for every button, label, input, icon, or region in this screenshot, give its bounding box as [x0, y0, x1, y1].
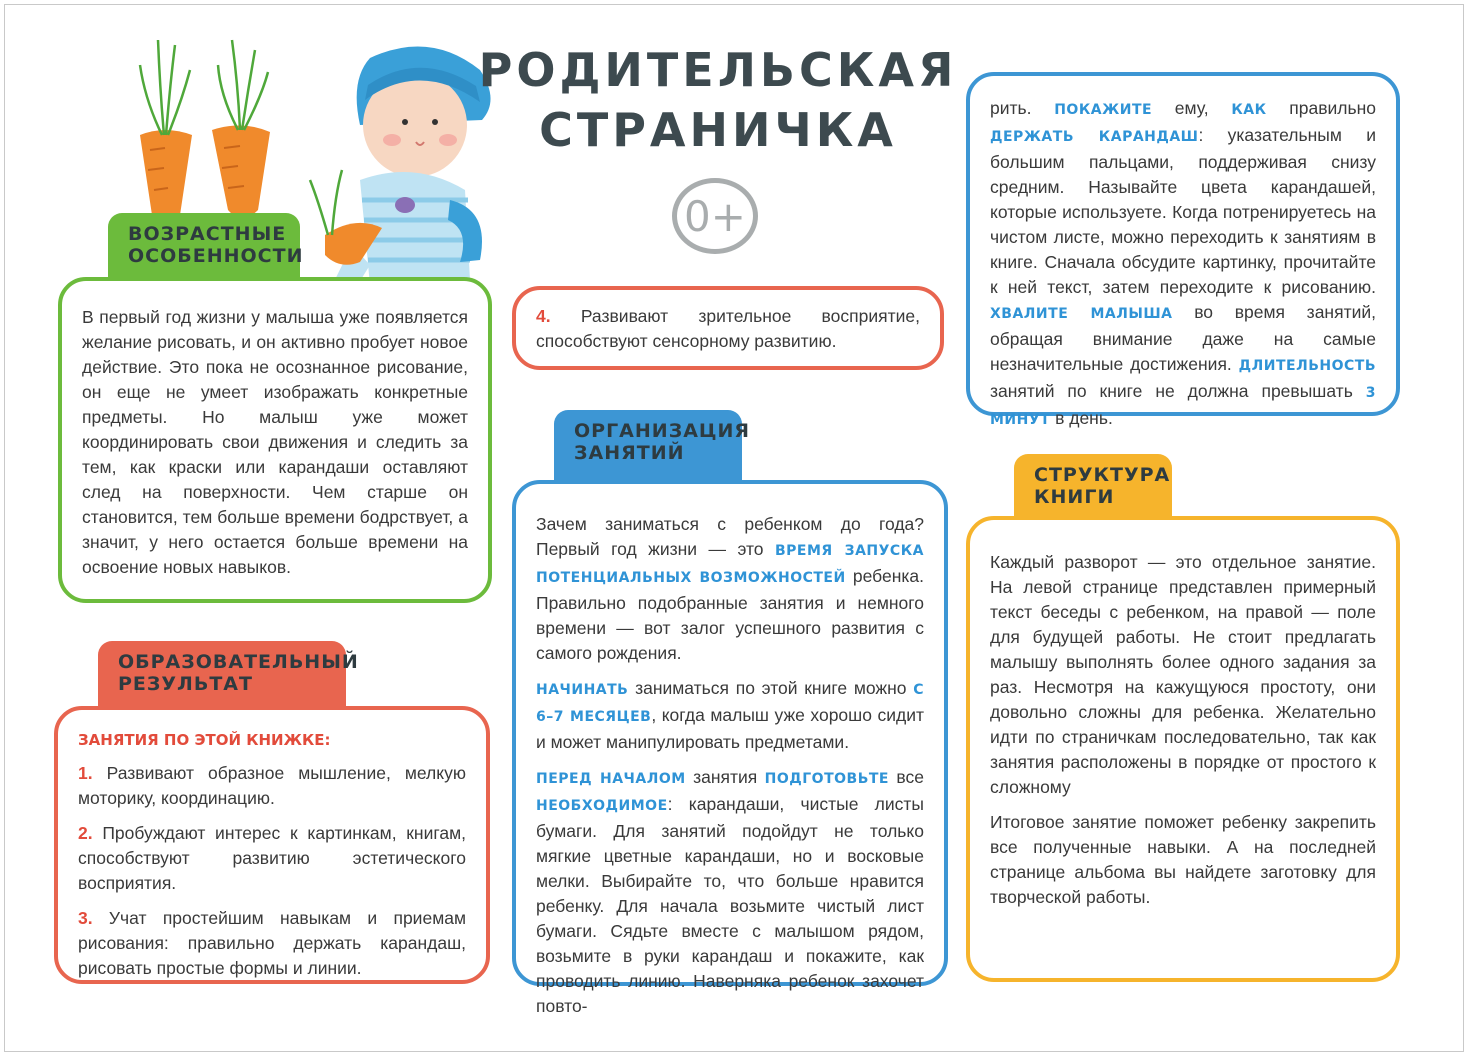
carrot-icon	[140, 40, 192, 223]
organization-paragraph-3: ПЕРЕД НАЧАЛОМ занятия ПОДГОТОВЬТЕ все НЕОБХОДИМОЕ: карандаши, чистые листы бумаги. Для занятий подойдут не только мягкие цветные карандаши, но и восковые мелки. Выбирайте то, что больше нравится ребенку. Для начала возьмите чистый лист бумаги. Сядьте вместе с малышом рядом, возьмите в руки карандаш и покажите, как проводить линию. Наверняка ребенок захочет повто-	[536, 767, 924, 1016]
age-features-text: В первый год жизни у малыша уже появляется желание рисовать, и он активно пробует новое действие. Это пока не осознанное рисование, он еще не умеет изображать конкретные предметы. Но малыш уже может координировать свои движения и следить за тем, как краски или карандаши оставляют след на поверхности. Чем старше он становится, тем больше времени бодрствует, а значит, у него остается больше времени на освоение новых навыков.	[82, 307, 468, 577]
age-features-box	[58, 277, 492, 603]
organization-continuation-box	[966, 72, 1400, 428]
organization-tab	[554, 410, 751, 480]
result-item-1: 1. Развивают образное мышление, мелкую моторику, координацию.	[78, 763, 466, 808]
carrot-icon	[212, 40, 270, 218]
book-structure-paragraph-1: Каждый разворот — это отдельное занятие. На левой странице представлен примерный текст беседы с ребенком, на правой — поле для будущей работы. Не стоит предлагать малышу выполнять более одного задания за раз. Несмотря на кажущуюся простоту, они довольно сложны для ребенка. Желательно идти по страничкам последовательно, так как занятия расположены в порядке от простого к сложному	[990, 552, 1376, 797]
book-structure-tab-line-2: КНИГИ	[1034, 486, 1115, 508]
result-item-2: 2. Пробуждают интерес к картинкам, книгам, способствуют развитию эстетического восприятия.	[78, 823, 466, 893]
age-features-tab-line-1: ВОЗРАСТНЫЕ	[128, 223, 287, 245]
result-item-4-box	[512, 286, 944, 370]
organization-tab-line-1: ОРГАНИЗАЦИЯ	[574, 420, 751, 442]
educational-result-box	[54, 706, 490, 984]
organization-paragraph-1: Зачем заниматься с ребенком до года? Первый год жизни — это ВРЕМЯ ЗАПУСКА ПОТЕНЦИАЛЬНЫХ ВОЗМОЖНОСТЕЙ ребенка. Правильно подобранные занятия и немного времени — вот залог успешного развития с самого рождения.	[536, 514, 924, 663]
age-features-tab-line-2: ОСОБЕННОСТИ	[128, 245, 304, 267]
result-item-3: 3. Учат простейшим навыкам и приемам рисования: правильно держать карандаш, рисовать простые формы и линии.	[78, 908, 466, 978]
book-structure-tab	[1014, 454, 1172, 518]
baby-icon	[310, 46, 491, 305]
educational-result-tab-line-2: РЕЗУЛЬТАТ	[118, 673, 253, 695]
continuation-text: рить. ПОКАЖИТЕ ему, КАК правильно ДЕРЖАТЬ КАРАНДАШ: указательным и большим пальцами, поддерживая снизу средним. Называйте цвета карандашей, которые используете. Когда потренируетесь на чистом листе, можно переходить к занятиям в книге. Сначала обсудите картинку, прочитайте к ней текст, затем переходите к рисованию. ХВАЛИТЕ МАЛЫША во время занятий, обращая внимание даже на самые незначительные достижения. ДЛИТЕЛЬНОСТЬ занятий по книге не должна превышать 3 МИНУТ в день.	[990, 98, 1377, 428]
organization-paragraph-2: НАЧИНАТЬ заниматься по этой книге можно С 6–7 МЕСЯЦЕВ, когда малыш уже хорошо сидит и может манипулировать предметами.	[536, 678, 924, 752]
organization-box	[512, 480, 948, 1016]
book-structure-box	[966, 516, 1400, 982]
book-structure-tab-line-1: СТРУКТУРА	[1034, 464, 1171, 486]
educational-result-heading: ЗАНЯТИЯ ПО ЭТОЙ КНИЖКЕ:	[78, 731, 331, 749]
age-rating-badge: 0+	[672, 178, 758, 254]
page-title-line-2: СТРАНИЧКА	[539, 103, 897, 157]
page-title-line-1: РОДИТЕЛЬСКАЯ	[478, 43, 958, 97]
educational-result-tab-line-1: ОБРАЗОВАТЕЛЬНЫЙ	[118, 651, 359, 673]
page-title	[478, 40, 958, 160]
age-features-tab	[108, 213, 304, 277]
result-item-4: 4. Развивают зрительное восприятие, способствуют сенсорному развитию.	[536, 306, 920, 351]
educational-result-tab	[98, 641, 359, 707]
book-structure-paragraph-2: Итоговое занятие поможет ребенку закрепить все полученные навыки. А на последней странице альбома вы найдете заготовку для творческой работы.	[990, 812, 1376, 907]
organization-tab-line-2: ЗАНЯТИЙ	[574, 442, 685, 464]
